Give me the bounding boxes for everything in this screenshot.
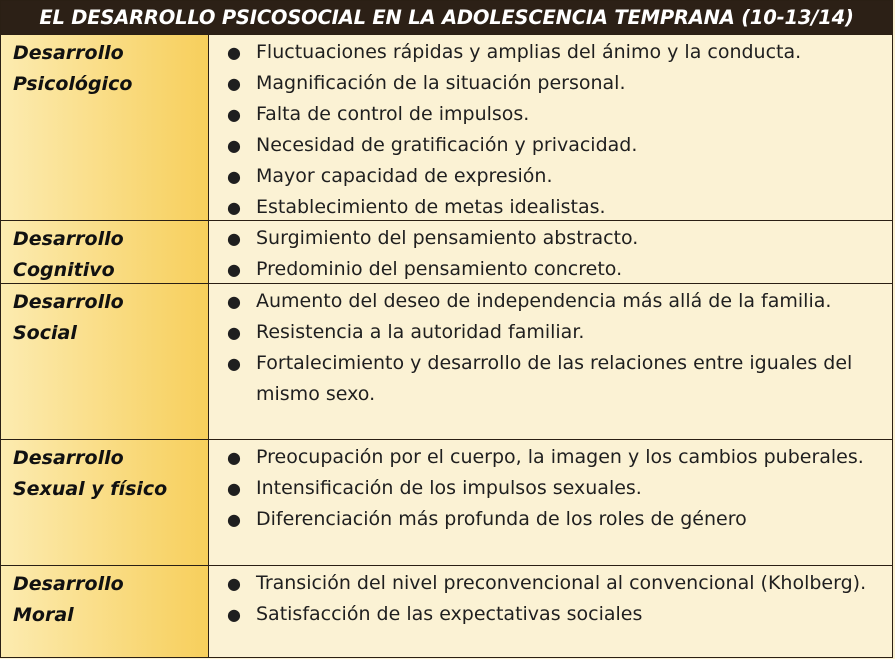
list-item: ● Satisfacción de las expectativas sociales — [209, 599, 886, 630]
list-item: ● Fluctuaciones rápidas y amplias del ánimo y la conducta. — [209, 37, 886, 68]
row-label — [1, 566, 209, 657]
bullet-list — [209, 442, 886, 535]
list-item: ● Diferenciación más profunda de los roles de género — [209, 504, 886, 535]
table-row-cognitivo — [1, 221, 892, 284]
list-item: ● Fortalecimiento y desarrollo de las relaciones entre iguales del mismo sexo. — [209, 348, 886, 410]
list-item: ● Necesidad de gratificación y privacidad. — [209, 130, 886, 161]
bullet-icon: ● — [227, 479, 241, 498]
row-label-line1: Desarrollo — [13, 291, 124, 313]
table-row-psicologico — [1, 35, 892, 221]
list-item: ● Predominio del pensamiento concreto. — [209, 254, 886, 285]
bullet-list — [209, 568, 886, 630]
row-label-line1: Desarrollo — [13, 573, 124, 595]
row-label-line2: Cognitivo — [13, 259, 115, 281]
list-item: ● Magnificación de la situación personal. — [209, 68, 886, 99]
list-item: ● Intensificación de los impulsos sexuales. — [209, 473, 886, 504]
bullet-icon: ● — [227, 574, 241, 593]
bullet-icon: ● — [227, 354, 241, 373]
row-label — [1, 221, 209, 283]
bullet-icon: ● — [227, 167, 241, 186]
bullet-list — [209, 286, 886, 410]
list-item: ● Preocupación por el cuerpo, la imagen y los cambios puberales. — [209, 442, 886, 473]
bullet-icon: ● — [227, 605, 241, 624]
row-content — [209, 566, 892, 657]
row-label — [1, 440, 209, 565]
table-title: EL DESARROLLO PSICOSOCIAL EN LA ADOLESCENCIA TEMPRANA (10-13/14) — [1, 1, 892, 35]
bullet-list — [209, 223, 886, 285]
row-content — [209, 284, 892, 439]
bullet-list — [209, 37, 886, 223]
bullet-icon: ● — [227, 105, 241, 124]
list-item: ● Surgimiento del pensamiento abstracto. — [209, 223, 886, 254]
row-label — [1, 284, 209, 439]
bullet-icon: ● — [227, 136, 241, 155]
bullet-icon: ● — [227, 43, 241, 62]
bullet-icon: ● — [227, 74, 241, 93]
table-row-sexual-fisico — [1, 440, 892, 566]
list-item: ● Falta de control de impulsos. — [209, 99, 886, 130]
bullet-icon: ● — [227, 323, 241, 342]
row-label-line2: Psicológico — [13, 73, 133, 95]
list-item: ● Mayor capacidad de expresión. — [209, 161, 886, 192]
row-label — [1, 35, 209, 220]
list-item: ● Resistencia a la autoridad familiar. — [209, 317, 886, 348]
row-label-line1: Desarrollo — [13, 228, 124, 250]
table-row-social — [1, 284, 892, 440]
row-label-line1: Desarrollo — [13, 42, 124, 64]
bullet-icon: ● — [227, 260, 241, 279]
bullet-icon: ● — [227, 229, 241, 248]
row-label-line2: Social — [13, 322, 77, 344]
bullet-icon: ● — [227, 198, 241, 217]
list-item: ● Establecimiento de metas idealistas. — [209, 192, 886, 223]
row-content — [209, 221, 892, 283]
row-label-line2: Sexual y físico — [13, 478, 168, 500]
row-label-line1: Desarrollo — [13, 447, 124, 469]
bullet-icon: ● — [227, 510, 241, 529]
row-content — [209, 35, 892, 220]
list-item: ● Aumento del deseo de independencia más allá de la familia. — [209, 286, 886, 317]
bullet-icon: ● — [227, 292, 241, 311]
bullet-icon: ● — [227, 448, 241, 467]
table-row-moral — [1, 566, 892, 657]
list-item: ● Transición del nivel preconvencional al convencional (Kholberg). — [209, 568, 886, 599]
row-label-line2: Moral — [13, 604, 74, 626]
row-content — [209, 440, 892, 565]
